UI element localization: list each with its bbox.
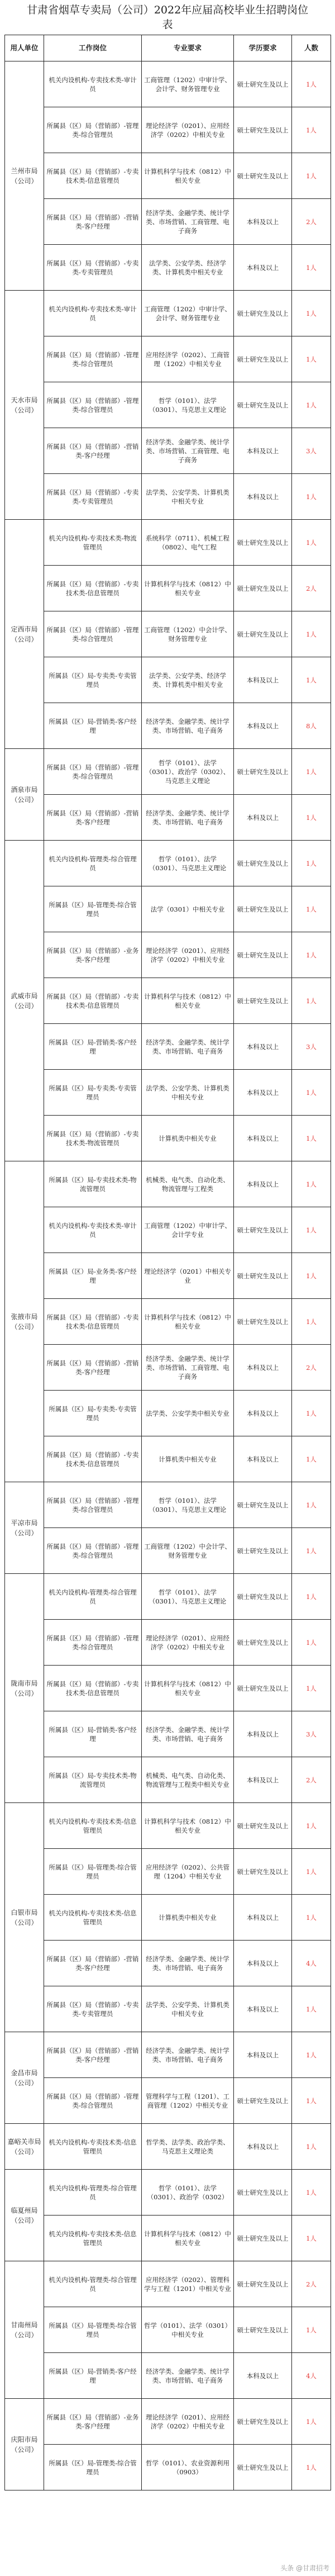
table-row (5, 1253, 331, 1299)
watermark: 头条 @甘肃招考 (280, 2564, 329, 2572)
education-cell: 硕士研究生及以上 (234, 107, 292, 153)
count-cell: 1人 (292, 1116, 331, 1161)
unit-cell: 张掖市局（公司） (5, 1161, 44, 1482)
education-cell: 硕士研究生及以上 (234, 566, 292, 611)
education-cell: 硕士研究生及以上 (234, 932, 292, 978)
education-cell: 硕士研究生及以上 (234, 1849, 292, 1895)
major-cell: 法学（0301）中相关专业 (142, 886, 234, 932)
count-cell: 1人 (292, 1207, 331, 1253)
major-cell: 机械类、电气类、自动化类、物流管理与工程类中相关专业 (142, 1757, 234, 1803)
education-cell: 本科及以上 (234, 245, 292, 291)
major-cell: 法学类、公安学类、计算机类中相关专业 (142, 1986, 234, 2032)
table-row (5, 199, 331, 245)
education-cell: 本科及以上 (234, 1436, 292, 1482)
position-cell: 所属县（区）局（营销部）-业务类-客户经理 (44, 2399, 142, 2445)
count-cell: 4人 (292, 1941, 331, 1986)
table-row (5, 2353, 331, 2399)
header-count: 人数 (292, 35, 331, 61)
education-cell: 硕士研究生及以上 (234, 978, 292, 1024)
major-cell: 哲学（0101）、法学（0301）、马克思主义理论 (142, 841, 234, 886)
count-cell: 1人 (292, 1986, 331, 2032)
position-cell: 所属县（区）局（营销部）-管理类-综合管理员 (44, 2078, 142, 2124)
table-row (5, 795, 331, 841)
education-cell: 硕士研究生及以上 (234, 336, 292, 382)
count-cell: 1人 (292, 2124, 331, 2170)
major-cell: 理论经济学（0201）中相关专业 (142, 1253, 234, 1299)
unit-cell: 酒泉市局（公司） (5, 749, 44, 841)
count-cell: 4人 (292, 2353, 331, 2399)
count-cell: 1人 (292, 2307, 331, 2353)
table-row (5, 1986, 331, 2032)
major-cell: 计算机科学与技术（0812）中相关专业 (142, 153, 234, 199)
education-cell: 本科及以上 (234, 795, 292, 841)
table-row (5, 1574, 331, 1620)
position-cell: 机关内设机构-管理类-综合管理员 (44, 1574, 142, 1620)
major-cell: 哲学（0101）、农业资源利用（0903） (142, 2445, 234, 2490)
count-cell: 1人 (292, 978, 331, 1024)
header-major: 专业要求 (142, 35, 234, 61)
major-cell: 计算机科学与技术（0812）中相关专业 (142, 1299, 234, 1345)
table-row (5, 1666, 331, 1711)
education-cell: 硕士研究生及以上 (234, 2261, 292, 2307)
education-cell: 硕士研究生及以上 (234, 2170, 292, 2216)
position-cell: 所属县（区）局（营销部）-专卖技术类-信息管理员 (44, 1666, 142, 1711)
count-cell: 1人 (292, 245, 331, 291)
table-row (5, 61, 331, 107)
education-cell: 硕士研究生及以上 (234, 1803, 292, 1849)
position-cell: 所属县（区）局（营销部）-管理类-综合管理员 (44, 1528, 142, 1574)
education-cell: 硕士研究生及以上 (234, 611, 292, 657)
table-row (5, 1161, 331, 1207)
position-cell: 所属县（区）局（营销部）-专卖技术类-物流管理员 (44, 1116, 142, 1161)
position-cell: 所属县（区）局（营销部）-营销类-客户经理 (44, 428, 142, 474)
major-cell: 计算机科学与技术（0812）中相关专业 (142, 2216, 234, 2261)
table-row (5, 2307, 331, 2353)
position-cell: 机关内设机构-管理类-综合管理员 (44, 2261, 142, 2307)
education-cell: 本科及以上 (234, 1941, 292, 1986)
count-cell: 1人 (292, 2216, 331, 2261)
table-row (5, 1345, 331, 1391)
position-cell: 所属县（区）局（营销部）-专卖类-专卖管理员 (44, 1986, 142, 2032)
position-cell: 所属县（区）局-专卖技术类-物流管理员 (44, 1757, 142, 1803)
education-cell: 硕士研究生及以上 (234, 1574, 292, 1620)
count-cell: 1人 (292, 886, 331, 932)
count-cell: 1人 (292, 1528, 331, 1574)
position-cell: 所属县（区）局-营销类-客户经理 (44, 1711, 142, 1757)
position-cell: 所属县（区）局（营销部）-营销类-客户经理 (44, 199, 142, 245)
major-cell: 法学类、公安学类、经济学类、计算机类中相关专业 (142, 245, 234, 291)
major-cell: 计算机科学与技术（0812）中相关专业 (142, 566, 234, 611)
major-cell: 机械类、电气类、自动化类、物流管理与工程类 (142, 1161, 234, 1207)
position-cell: 所属县（区）局（营销部）-专卖技术类-信息管理员 (44, 1299, 142, 1345)
count-cell: 1人 (292, 291, 331, 336)
position-cell: 机关内设机构-专卖技术类-物流管理员 (44, 520, 142, 566)
education-cell: 硕士研究生及以上 (234, 1299, 292, 1345)
position-cell: 机关内设机构-专卖技术类-审计员 (44, 1207, 142, 1253)
major-cell: 计算机科学与技术（0812）中相关专业 (142, 978, 234, 1024)
education-cell: 本科及以上 (234, 1070, 292, 1116)
table-row (5, 245, 331, 291)
major-cell: 法学类、公安学类、计算机类中相关专业 (142, 1070, 234, 1116)
table-row (5, 1070, 331, 1116)
unit-cell: 武威市局（公司） (5, 841, 44, 1161)
education-cell: 本科及以上 (234, 1711, 292, 1757)
position-cell: 所属县（区）局-管理类-综合管理员 (44, 2307, 142, 2353)
position-cell: 所属县（区）局-管理类-综合管理员 (44, 886, 142, 932)
education-cell: 本科及以上 (234, 1757, 292, 1803)
table-row (5, 566, 331, 611)
count-cell: 1人 (292, 1436, 331, 1482)
major-cell: 系统科学（0711）、机械工程（0802）、电气工程 (142, 520, 234, 566)
education-cell: 硕士研究生及以上 (234, 886, 292, 932)
table-row (5, 1391, 331, 1436)
position-cell: 所属县（区）局（营销部）-专卖技术类-信息管理员 (44, 566, 142, 611)
table-row (5, 336, 331, 382)
count-cell: 1人 (292, 2399, 331, 2445)
major-cell: 哲学（0101）、法学（0301）、政治学（0302） (142, 2170, 234, 2216)
table-row (5, 1116, 331, 1161)
table-row (5, 2078, 331, 2124)
count-cell: 1人 (292, 1161, 331, 1207)
table-row (5, 1024, 331, 1070)
education-cell: 本科及以上 (234, 474, 292, 520)
count-cell: 2人 (292, 1345, 331, 1391)
count-cell: 1人 (292, 61, 331, 107)
count-cell: 1人 (292, 1666, 331, 1711)
table-row (5, 1895, 331, 1941)
count-cell: 1人 (292, 382, 331, 428)
education-cell: 本科及以上 (234, 1161, 292, 1207)
count-cell: 1人 (292, 1803, 331, 1849)
count-cell: 3人 (292, 1024, 331, 1070)
major-cell: 法学类、公安学类中相关专业 (142, 1391, 234, 1436)
table-row (5, 2124, 331, 2170)
count-cell: 1人 (292, 932, 331, 978)
count-cell: 3人 (292, 428, 331, 474)
major-cell: 理论经济学（0201）、应用经济学（0202）中相关专业 (142, 932, 234, 978)
table-row (5, 2032, 331, 2078)
major-cell: 经济学类、金融学类、统计学类、市场营销、工商管理、电子商务 (142, 1345, 234, 1391)
major-cell: 经济学类、金融学类、统计学类、市场营销、电子商务 (142, 1024, 234, 1070)
table-row (5, 1620, 331, 1666)
education-cell: 本科及以上 (234, 428, 292, 474)
position-cell: 所属县（区）局-专卖类-专卖管理员 (44, 1070, 142, 1116)
table-row (5, 703, 331, 749)
major-cell: 哲学（0101）、法学（0301）、马克思主义理论 (142, 382, 234, 428)
education-cell: 硕士研究生及以上 (234, 2078, 292, 2124)
count-cell: 1人 (292, 1574, 331, 1620)
table-body (5, 61, 331, 2490)
major-cell: 工商管理（1202）中审计学、会计学、财务管理专业 (142, 291, 234, 336)
count-cell: 1人 (292, 1253, 331, 1299)
major-cell: 工商管理（1202）中会计学、财务管理专业 (142, 611, 234, 657)
count-cell: 2人 (292, 199, 331, 245)
unit-cell: 庆阳市局（公司） (5, 2399, 44, 2490)
education-cell: 硕士研究生及以上 (234, 841, 292, 886)
count-cell: 1人 (292, 1070, 331, 1116)
education-cell: 硕士研究生及以上 (234, 1482, 292, 1528)
unit-cell: 平凉市局（公司） (5, 1482, 44, 1574)
major-cell: 应用经济学（0202）、工商管理（1202）中相关专业 (142, 336, 234, 382)
count-cell: 1人 (292, 749, 331, 795)
position-cell: 机关内设机构-专卖技术类-审计员 (44, 61, 142, 107)
education-cell: 硕士研究生及以上 (234, 382, 292, 428)
table-row (5, 382, 331, 428)
header-unit: 用人单位 (5, 35, 44, 61)
major-cell: 经济学类、金融学类、统计学类、市场营销、工商管理、电子商务 (142, 428, 234, 474)
education-cell: 本科及以上 (234, 2032, 292, 2078)
count-cell: 1人 (292, 2078, 331, 2124)
position-cell: 机关内设机构-专卖技术类-信息管理员 (44, 1803, 142, 1849)
count-cell: 1人 (292, 2032, 331, 2078)
education-cell: 硕士研究生及以上 (234, 749, 292, 795)
unit-cell: 金昌市局（公司） (5, 2032, 44, 2124)
major-cell: 哲学（0101）、法学（0301）、马克思主义理论 (142, 1574, 234, 1620)
position-cell: 所属县（区）局（营销部）-营销类-客户经理 (44, 1345, 142, 1391)
unit-cell: 嘉峪关市局（公司） (5, 2124, 44, 2170)
position-cell: 所属县（区）局-管理类-综合管理员 (44, 1849, 142, 1895)
position-cell: 机关内设机构-专卖技术类-审计员 (44, 291, 142, 336)
education-cell: 硕士研究生及以上 (234, 291, 292, 336)
education-cell: 硕士研究生及以上 (234, 1528, 292, 1574)
table-row (5, 520, 331, 566)
count-cell: 1人 (292, 153, 331, 199)
education-cell: 本科及以上 (234, 199, 292, 245)
table-row (5, 153, 331, 199)
education-cell: 本科及以上 (234, 1116, 292, 1161)
position-cell: 所属县（区）局-营销类-客户经理 (44, 2353, 142, 2399)
position-cell: 所属县（区）局（营销部）-专卖类-专卖管理员 (44, 245, 142, 291)
education-cell: 硕士研究生及以上 (234, 1620, 292, 1666)
major-cell: 计算机科学与技术（0812）中相关专业 (142, 1803, 234, 1849)
count-cell: 3人 (292, 1711, 331, 1757)
unit-cell: 天水市局（公司） (5, 291, 44, 520)
major-cell: 经济学类、金融学类、统计学类、市场营销、电子商务 (142, 1711, 234, 1757)
count-cell: 2人 (292, 566, 331, 611)
major-cell: 经济学类、金融学类、统计学类、市场营销、电子商务 (142, 2032, 234, 2078)
major-cell: 法学类、公安学类、计算机类中相关专业 (142, 474, 234, 520)
position-cell: 所属县（区）局-营销类-客户经理 (44, 703, 142, 749)
table-row (5, 2170, 331, 2216)
count-cell: 1人 (292, 657, 331, 703)
table-row (5, 611, 331, 657)
major-cell: 工商管理（1202）中审计学、会计学专业 (142, 1207, 234, 1253)
table-row (5, 2216, 331, 2261)
position-cell: 所属县（区）局-管理类-综合管理员 (44, 2445, 142, 2490)
count-cell: 1人 (292, 520, 331, 566)
education-cell: 硕士研究生及以上 (234, 1207, 292, 1253)
table-row (5, 107, 331, 153)
count-cell: 1人 (292, 1895, 331, 1941)
major-cell: 法学类、公安学类、经济学类、计算机类中相关专业 (142, 657, 234, 703)
major-cell: 经济学类、金融学类、统计学类、市场营销、工商管理、电子商务 (142, 199, 234, 245)
unit-cell: 陇南市局（公司） (5, 1574, 44, 1803)
education-cell: 本科及以上 (234, 2353, 292, 2399)
education-cell: 本科及以上 (234, 1391, 292, 1436)
position-cell: 所属县（区）局（营销部）-营销类-客户经理 (44, 2032, 142, 2078)
position-cell: 机关内设机构-管理类-综合管理员 (44, 841, 142, 886)
header-position: 工作岗位 (44, 35, 142, 61)
major-cell: 应用经济学（0202）、管理科学与工程（1201）中相关专业 (142, 2261, 234, 2307)
unit-cell: 兰州市局（公司） (5, 61, 44, 291)
table-header-row (5, 35, 331, 61)
table-row (5, 2399, 331, 2445)
major-cell: 哲学（0101）、法学（0301）、马克思主义理论 (142, 1482, 234, 1528)
position-cell: 所属县（区）局（营销部）-管理类-综合管理员 (44, 336, 142, 382)
position-cell: 机关内设机构-专卖技术类-信息管理员 (44, 2216, 142, 2261)
position-cell: 所属县（区）局-业务类-客户经理 (44, 1253, 142, 1299)
table-row (5, 978, 331, 1024)
count-cell: 1人 (292, 1391, 331, 1436)
education-cell: 本科及以上 (234, 1895, 292, 1941)
position-cell: 所属县（区）局（营销部）-专卖技术类-信息管理员 (44, 153, 142, 199)
position-cell: 机关内设机构-专卖技术类-信息管理员 (44, 1895, 142, 1941)
education-cell: 硕士研究生及以上 (234, 1253, 292, 1299)
table-row (5, 749, 331, 795)
education-cell: 本科及以上 (234, 2124, 292, 2170)
education-cell: 硕士研究生及以上 (234, 520, 292, 566)
count-cell: 1人 (292, 2445, 331, 2490)
table-row (5, 291, 331, 336)
unit-cell: 白银市局（公司） (5, 1803, 44, 2032)
education-cell: 本科及以上 (234, 1345, 292, 1391)
major-cell: 计算机类中相关专业 (142, 1116, 234, 1161)
position-cell: 所属县（区）局（营销部）-管理类-综合管理员 (44, 611, 142, 657)
header-education: 学历要求 (234, 35, 292, 61)
major-cell: 经济学类、金融学类、统计学类、市场营销、电子商务 (142, 1941, 234, 1986)
count-cell: 1人 (292, 1849, 331, 1895)
education-cell: 本科及以上 (234, 703, 292, 749)
table-row (5, 2445, 331, 2490)
education-cell: 硕士研究生及以上 (234, 2399, 292, 2445)
table-row (5, 1803, 331, 1849)
count-cell: 2人 (292, 1757, 331, 1803)
position-cell: 所属县（区）局（营销部）-专卖技术类-信息管理员 (44, 978, 142, 1024)
major-cell: 哲学（0101）、法学（0301）、政治学（0302）、马克思主义理论 (142, 749, 234, 795)
table-row (5, 428, 331, 474)
position-cell: 所属县（区）局（营销部）-管理类-综合管理员 (44, 749, 142, 795)
count-cell: 1人 (292, 1299, 331, 1345)
major-cell: 工商管理（1202）中会计学、财务管理专业 (142, 1528, 234, 1574)
count-cell: 1人 (292, 2170, 331, 2216)
count-cell: 1人 (292, 474, 331, 520)
major-cell: 经济学类、金融学类、统计学类、市场营销、电子商务 (142, 703, 234, 749)
count-cell: 1人 (292, 336, 331, 382)
table-row (5, 657, 331, 703)
major-cell: 哲学（0101）、法学（0301）中相关专业 (142, 2307, 234, 2353)
table-row (5, 1482, 331, 1528)
page-title: 甘肃省烟草专卖局（公司）2022年应届高校毕业生招聘岗位表 (26, 4, 309, 31)
major-cell: 应用经济学（0202）、公共管理（1204）中相关专业 (142, 1849, 234, 1895)
major-cell: 理论经济学（0201）、应用经济学（0202）中相关专业 (142, 2399, 234, 2445)
position-cell: 机关内设机构-专卖技术类-信息管理员 (44, 2124, 142, 2170)
education-cell: 硕士研究生及以上 (234, 2216, 292, 2261)
table-row (5, 1299, 331, 1345)
table-row (5, 1207, 331, 1253)
major-cell: 工商管理（1202）中审计学、会计学、财务管理专业 (142, 61, 234, 107)
position-cell: 所属县（区）局（营销部）-专卖类-专卖管理员 (44, 474, 142, 520)
position-cell: 所属县（区）局-专卖技术类-物流管理员 (44, 1161, 142, 1207)
education-cell: 硕士研究生及以上 (234, 2445, 292, 2490)
education-cell: 硕士研究生及以上 (234, 2307, 292, 2353)
count-cell: 1人 (292, 611, 331, 657)
education-cell: 硕士研究生及以上 (234, 153, 292, 199)
count-cell: 1人 (292, 841, 331, 886)
major-cell: 理论经济学（0201）、应用经济学（0202）中相关专业 (142, 1620, 234, 1666)
table-row (5, 2261, 331, 2307)
major-cell: 哲学类、法学类、政治学类、马克思主义理论类 (142, 2124, 234, 2170)
count-cell: 1人 (292, 107, 331, 153)
major-cell: 理论经济学（0201）、应用经济学（0202）中相关专业 (142, 107, 234, 153)
major-cell: 经济学类、金融学类、统计学类、市场营销、电子商务 (142, 2353, 234, 2399)
table-row (5, 1711, 331, 1757)
table-row (5, 886, 331, 932)
position-cell: 所属县（区）局（营销部）-业务类-客户经理 (44, 932, 142, 978)
table-row (5, 1528, 331, 1574)
position-cell: 所属县（区）局-专卖类-专卖管理员 (44, 657, 142, 703)
education-cell: 硕士研究生及以上 (234, 61, 292, 107)
table-row (5, 1941, 331, 1986)
major-cell: 计算机类中相关专业 (142, 1436, 234, 1482)
count-cell: 8人 (292, 703, 331, 749)
unit-cell: 甘南州局（公司） (5, 2261, 44, 2399)
count-cell: 1人 (292, 1620, 331, 1666)
unit-cell: 定西市局（公司） (5, 520, 44, 749)
education-cell: 本科及以上 (234, 657, 292, 703)
table-row (5, 474, 331, 520)
position-cell: 所属县（区）局（营销部）-管理类-综合管理员 (44, 107, 142, 153)
table-row (5, 932, 331, 978)
major-cell: 管理科学与工程（1201）、工商管理（1202）中相关专业 (142, 2078, 234, 2124)
education-cell: 本科及以上 (234, 1986, 292, 2032)
position-cell: 所属县（区）局（营销部）-专卖技术类-信息管理员 (44, 1436, 142, 1482)
table-row (5, 1849, 331, 1895)
position-cell: 所属县（区）局（营销部）-管理类-综合管理员 (44, 1620, 142, 1666)
count-cell: 2人 (292, 2261, 331, 2307)
table-row (5, 841, 331, 886)
major-cell: 计算机科学与技术（0812）中相关专业 (142, 1666, 234, 1711)
position-cell: 所属县（区）局（营销部）-管理类-综合管理员 (44, 382, 142, 428)
position-cell: 所属县（区）局-营销类-客户经理 (44, 1024, 142, 1070)
position-cell: 所属县（区）局（营销部）-营销类-客户经理 (44, 795, 142, 841)
major-cell: 经济学类、金融学类、统计学类、市场营销、电子商务 (142, 795, 234, 841)
position-cell: 所属县（区）局（营销部）-管理类-综合管理员 (44, 1482, 142, 1528)
table-row (5, 1436, 331, 1482)
education-cell: 硕士研究生及以上 (234, 1666, 292, 1711)
count-cell: 1人 (292, 795, 331, 841)
education-cell: 本科及以上 (234, 1024, 292, 1070)
position-cell: 所属县（区）局-专卖类-专卖管理员 (44, 1391, 142, 1436)
major-cell: 计算机类中相关专业 (142, 1895, 234, 1941)
position-cell: 机关内设机构-管理类-综合管理员 (44, 2170, 142, 2216)
count-cell: 1人 (292, 1482, 331, 1528)
unit-cell: 临夏州局（公司） (5, 2170, 44, 2261)
table-row (5, 1757, 331, 1803)
position-cell: 所属县（区）局（营销部）-营销类-客户经理 (44, 1941, 142, 1986)
recruitment-table (4, 35, 331, 2490)
